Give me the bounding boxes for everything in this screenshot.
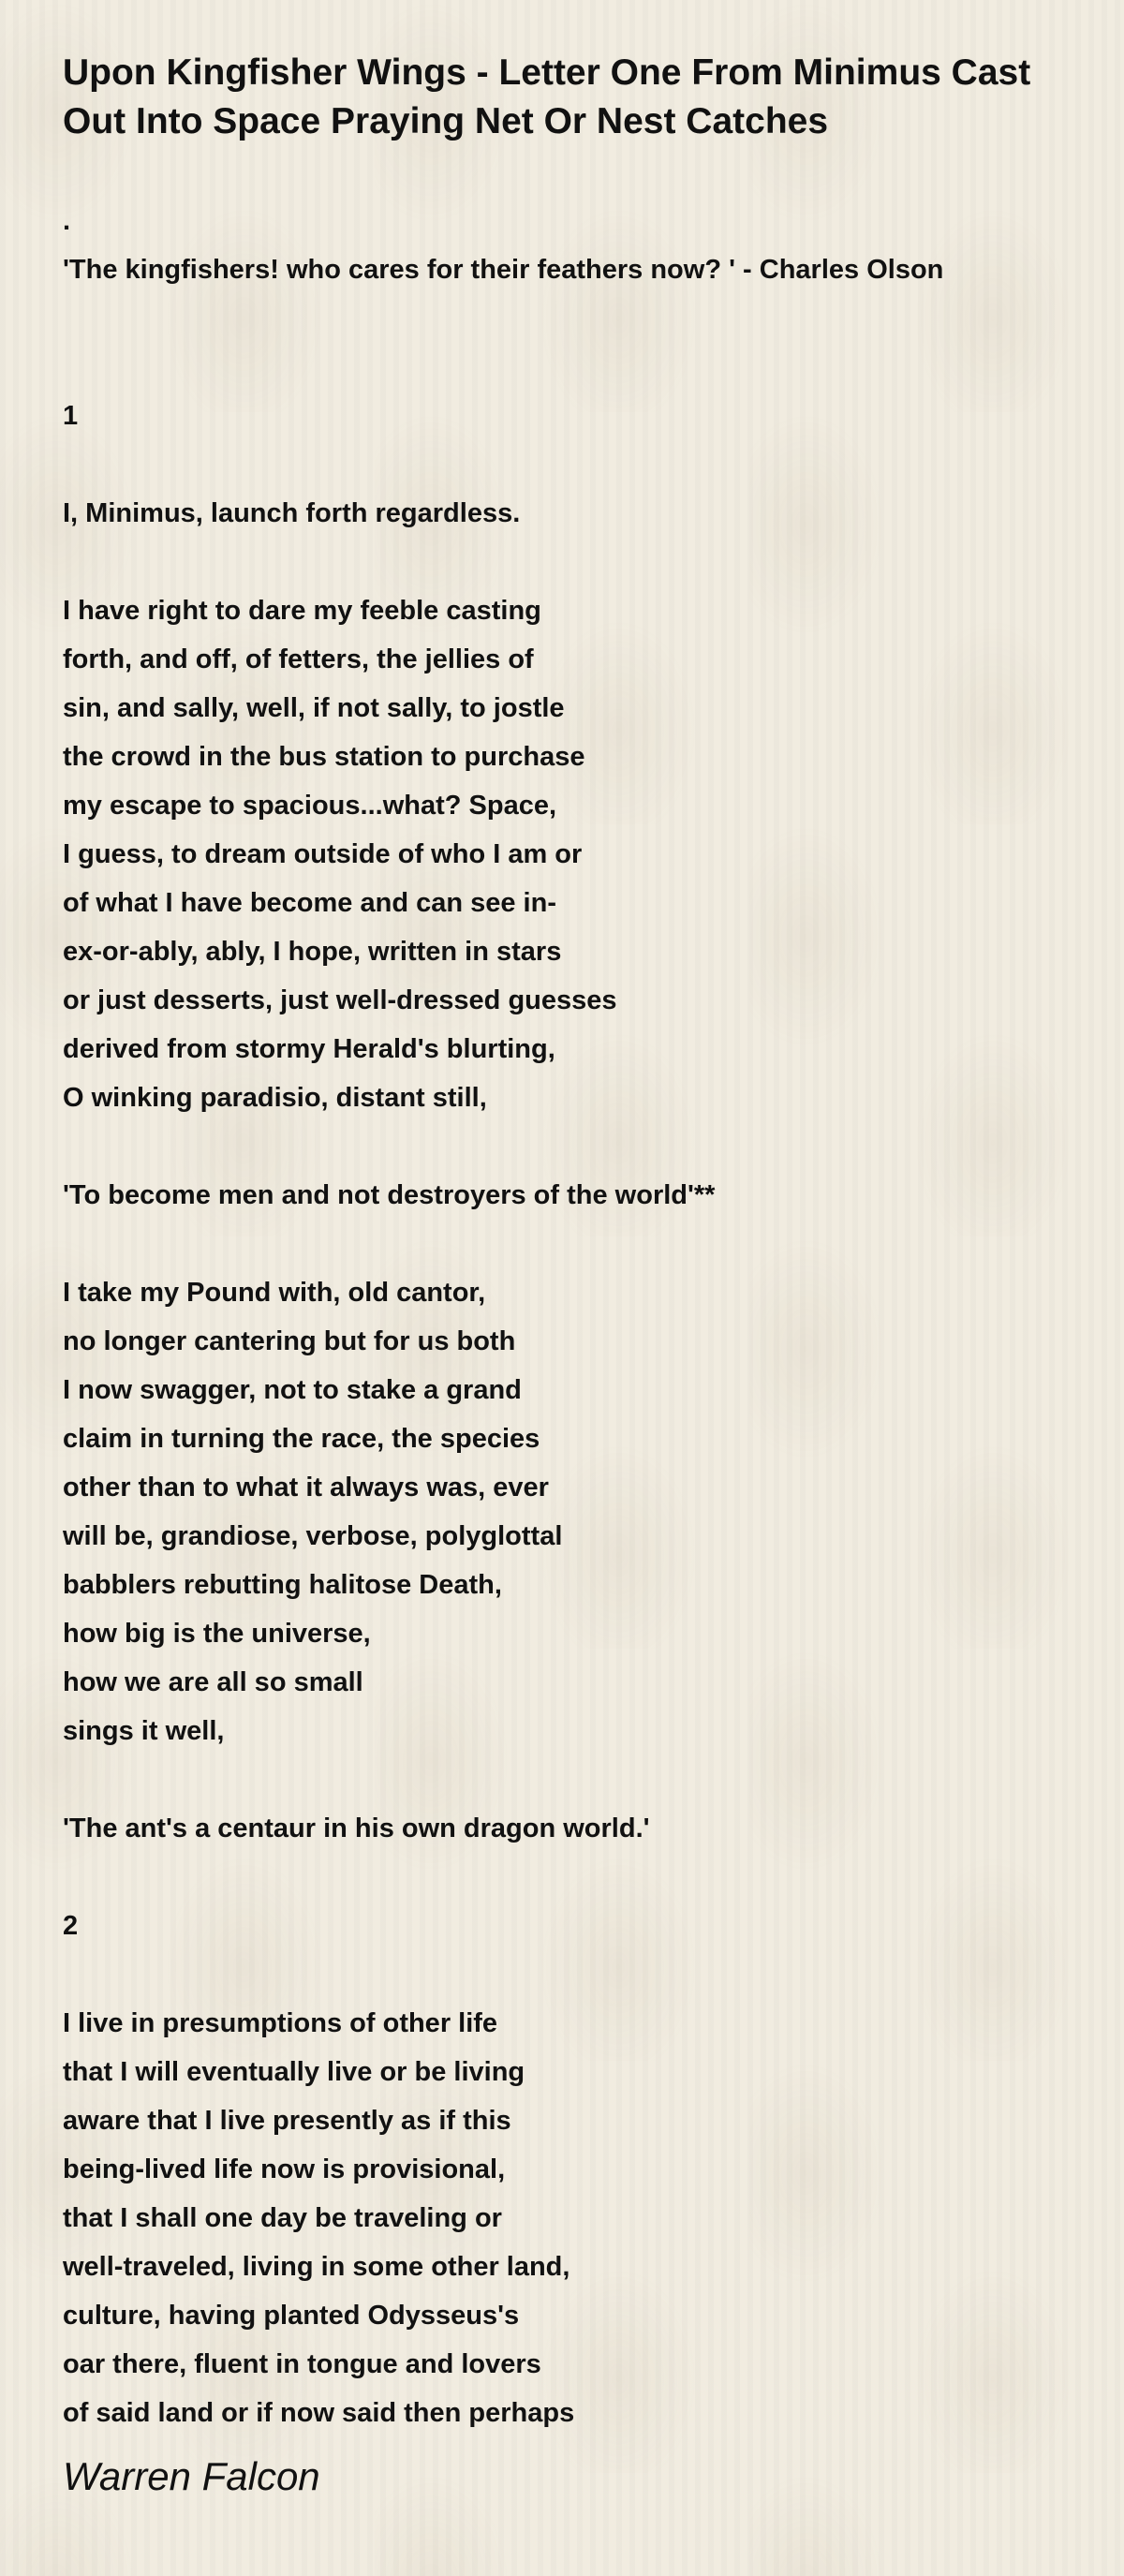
poem-body (63, 197, 1084, 2437)
poem-line: how we are all so small (63, 1667, 363, 1697)
poem-line: of said land or if now said then perhaps (63, 2398, 575, 2428)
poem-line: I have right to dare my feeble casting (63, 596, 541, 626)
poem-line: ex-or-ably, ably, I hope, written in stars (63, 937, 562, 967)
poem-line: I, Minimus, launch forth regardless. (63, 498, 521, 528)
poem-line: how big is the universe, (63, 1619, 371, 1649)
poem-line: that I shall one day be traveling or (63, 2203, 502, 2233)
poem-line (63, 1755, 1084, 1804)
poem-line: well-traveled, living in some other land, (63, 2252, 570, 2282)
poem-line: I take my Pound with, old cantor, (63, 1278, 486, 1308)
poem-line: sings it well, (63, 1716, 225, 1746)
poem-line: O winking paradisio, distant still, (63, 1083, 487, 1113)
poem-line: oar there, fluent in tongue and lovers (63, 2349, 541, 2379)
poem-line (63, 440, 1084, 489)
poem-line: being-lived life now is provisional, (63, 2154, 506, 2184)
poem-line: culture, having planted Odysseus's (63, 2301, 520, 2331)
poem-line: I now swagger, not to stake a grand (63, 1375, 522, 1405)
poem-title: Upon Kingfisher Wings - Letter One From Minimus Cast Out Into Space Praying Net Or Nest Catches (63, 52, 1031, 141)
poem-line: derived from stormy Herald's blurting, (63, 1034, 555, 1064)
poem-line (63, 343, 1084, 392)
poem-line (63, 1220, 1084, 1268)
poem-line: babblers rebutting halitose Death, (63, 1570, 502, 1600)
poem-line: sin, and sally, well, if not sally, to jostle (63, 693, 565, 723)
poem-quote: 'To become men and not destroyers of the world'** (63, 1180, 716, 1210)
poem-line: I guess, to dream outside of who I am or (63, 839, 583, 869)
poem-line (63, 294, 1084, 343)
section-number: 1 (63, 401, 79, 431)
poem-line: . (63, 206, 71, 236)
poem-line: I live in presumptions of other life (63, 2008, 498, 2038)
poem-author: Warren Falcon (63, 2454, 320, 2498)
poem-line: no longer cantering but for us both (63, 1326, 516, 1356)
poem-line: my escape to spacious...what? Space, (63, 791, 557, 821)
poem-quote: 'The ant's a centaur in his own dragon world.' (63, 1814, 650, 1843)
poem-line (63, 1122, 1084, 1171)
poem-line: will be, grandiose, verbose, polyglottal (63, 1521, 563, 1551)
section-number: 2 (63, 1911, 79, 1941)
poem-line: that I will eventually live or be living (63, 2057, 525, 2087)
poem-container (63, 49, 1084, 2503)
poem-epigraph: 'The kingfishers! who cares for their feathers now? ' - Charles Olson (63, 255, 944, 285)
poem-line: of what I have become and can see in- (63, 888, 556, 918)
poem-line: the crowd in the bus station to purchase (63, 742, 585, 772)
poem-line: other than to what it always was, ever (63, 1473, 549, 1503)
poem-line: claim in turning the race, the species (63, 1424, 540, 1454)
poem-line: forth, and off, of fetters, the jellies of (63, 644, 534, 674)
poem-line (63, 1853, 1084, 1902)
poem-line: or just desserts, just well-dressed guesses (63, 985, 617, 1015)
poem-line (63, 1950, 1084, 1999)
poem-line (63, 538, 1084, 586)
poem-line: aware that I live presently as if this (63, 2106, 511, 2136)
